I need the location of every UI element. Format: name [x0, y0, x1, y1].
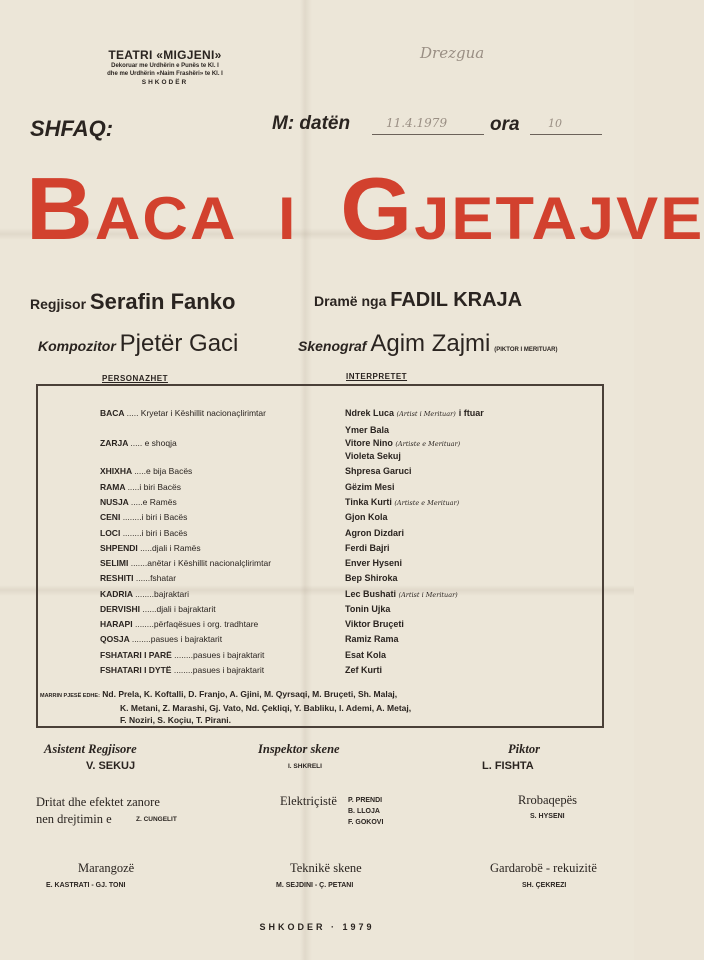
cast-row	[100, 604, 600, 619]
title-initial-b: B	[26, 159, 95, 258]
cast-row	[100, 558, 600, 573]
title-word-3: JETAJVE	[414, 185, 704, 252]
theatre-decoration-2: dhe me Urdhërin «Naim Frashëri» te Kl. I	[107, 71, 223, 77]
actors-header: INTERPRETET	[346, 372, 408, 381]
role-name: HARAPI	[100, 619, 133, 629]
time-label: ora	[490, 114, 520, 135]
actor-name: Ferdi Bajri	[345, 543, 390, 553]
cast-role	[100, 573, 176, 583]
actor-name: Esat Kola	[345, 650, 387, 660]
cast-row	[100, 665, 600, 680]
actor-honor: (Artist i Merituar)	[398, 591, 458, 599]
role-name: ZARJA	[100, 438, 129, 448]
role-description: ......fshatar	[135, 573, 177, 583]
actor-name: Tinka Kurti	[345, 497, 392, 507]
role-description: .....e bija Bacës	[134, 466, 193, 476]
theatre-decoration-1: Dekoruar me Urdhërin e Punës te Kl. I	[111, 63, 219, 69]
role-description: .....e Ramës	[130, 497, 177, 507]
theatre-header	[85, 48, 245, 86]
role-name: NUSJA	[100, 497, 129, 507]
actor-name: Ndrek Luca	[345, 408, 395, 418]
cast-actor	[345, 451, 404, 461]
time-value: 10	[548, 117, 562, 130]
cast-role	[100, 604, 216, 614]
lights-label-2: nen drejtimin e	[36, 812, 112, 826]
cast-actor	[345, 650, 389, 660]
actor-name: Zef Kurti	[345, 665, 382, 675]
costume-name: S. HYSENI	[530, 813, 565, 820]
cast-role	[100, 589, 189, 599]
role-description: .....djali i Ramës	[140, 543, 201, 553]
cast-role	[100, 512, 187, 522]
actor-extra: i ftuar	[458, 408, 484, 418]
extras-block	[40, 688, 595, 726]
role-name: LOCI	[100, 528, 121, 538]
extras-label: MARRIN PJESË EDHE:	[40, 693, 100, 699]
date-line	[372, 134, 484, 135]
cast-actor	[345, 619, 407, 629]
cast-role	[100, 665, 264, 675]
actor-name: Viktor Bruçeti	[345, 619, 404, 629]
role-description: ........i biri i Bacës	[122, 528, 188, 538]
date-label: M: datën	[272, 113, 351, 134]
actor-name: Tonin Ujka	[345, 604, 391, 614]
cast-role	[100, 634, 222, 644]
role-description: ..... e shoqja	[130, 438, 177, 448]
assistant-director-label: Asistent Regjisore	[44, 742, 137, 756]
director-name: Serafin Fanko	[89, 289, 236, 314]
cast-row	[100, 512, 600, 527]
cast-actor	[345, 408, 484, 418]
cast-row	[100, 497, 600, 512]
extras-line-3: F. Noziri, S. Koçiu, T. Pirani.	[120, 715, 231, 725]
lights-label-1: Dritat dhe efektet zanore	[36, 795, 160, 809]
title-word-2: I	[278, 185, 298, 252]
actor-name: Bep Shiroka	[345, 573, 398, 583]
title-word-1: ACA	[94, 185, 236, 252]
actor-honor: (Artiste e Merituar)	[395, 440, 461, 448]
role-name: FSHATARI I DYTË	[100, 665, 172, 675]
role-description: .......anëtar i Këshillit nacionalçlirimtar	[130, 558, 272, 568]
assistant-director-name: V. SEKUJ	[86, 760, 136, 772]
actor-honor: (Artist i Merituar)	[396, 410, 456, 418]
author-label: Dramë nga	[314, 293, 387, 309]
footer-city-year: SHKODER · 1979	[259, 922, 375, 932]
actor-name: Vitore Nino	[345, 438, 393, 448]
cast-role	[100, 543, 201, 553]
role-description: ......djali i bajraktarit	[142, 604, 216, 614]
painter-label: Piktor	[508, 742, 540, 756]
actor-name: Gjon Kola	[345, 512, 388, 522]
actor-name: Agron Dizdari	[345, 528, 405, 538]
cast-row	[100, 650, 600, 665]
characters-header: PERSONAZHET	[102, 374, 168, 383]
cast-row	[100, 589, 600, 604]
cast-actor	[345, 528, 407, 538]
role-name: FSHATARI I PARË	[100, 650, 172, 660]
cast-role	[100, 482, 181, 492]
cast-actor	[345, 589, 461, 599]
director-label: Regjisor	[30, 296, 87, 312]
carpenters-names: E. KASTRATI - GJ. TONI	[46, 882, 126, 889]
role-name: CENI	[100, 512, 121, 522]
cast-actor	[345, 438, 463, 448]
cast-actor	[345, 665, 385, 675]
date-value: 11.4.1979	[386, 116, 448, 130]
cast-actor	[345, 425, 392, 435]
lights-name: Z. CUNGELIT	[136, 816, 177, 823]
author-credit	[314, 289, 522, 312]
play-title	[26, 158, 704, 260]
electrician-3: F. GOKOVI	[348, 819, 384, 826]
cast-role	[100, 438, 177, 448]
wardrobe-name: SH. ÇEKREZI	[522, 882, 567, 889]
electrician-2: B. LLOJA	[348, 808, 380, 815]
theatre-name: TEATRI «MIGJENI»	[108, 48, 222, 62]
cast-row	[100, 573, 600, 588]
cast-role	[100, 497, 177, 507]
stage-tech-label: Teknikë skene	[290, 861, 362, 875]
role-name: SHPENDI	[100, 543, 138, 553]
cast-role	[100, 408, 266, 418]
role-name: RAMA	[100, 482, 126, 492]
role-name: RESHITI	[100, 573, 134, 583]
role-description: ........pasues i bajraktarit	[173, 665, 265, 675]
role-name: KADRIA	[100, 589, 133, 599]
electrician-1: P. PRENDI	[348, 797, 383, 804]
cast-role	[100, 558, 271, 568]
cast-role	[100, 619, 258, 629]
set-designer-credit	[298, 330, 558, 358]
actor-name: Enver Hyseni	[345, 558, 403, 568]
role-description: ..... Kryetar i Këshillit nacionaçlirimtar	[126, 408, 266, 418]
role-name: QOSJA	[100, 634, 130, 644]
actor-name: Violeta Sekuj	[345, 451, 401, 461]
cast-row	[100, 634, 600, 649]
cast-actor	[345, 543, 393, 553]
painter-name: L. FISHTA	[482, 760, 534, 772]
cast-row	[100, 451, 600, 466]
costume-label: Rrobaqepës	[518, 793, 578, 807]
actor-name: Shpresa Garuci	[345, 466, 412, 476]
cast-role	[100, 528, 187, 538]
cast-actor	[345, 482, 398, 492]
role-name: DERVISHI	[100, 604, 140, 614]
cast-row	[100, 466, 600, 481]
inspector-name: I. SHKRELI	[288, 763, 322, 770]
time-line	[530, 134, 602, 135]
set-designer-label: Skenograf	[298, 338, 367, 354]
director-credit	[30, 289, 235, 315]
actor-name: Lec Bushati	[345, 589, 397, 599]
author-name: FADIL KRAJA	[390, 289, 523, 311]
actor-name: Ymer Bala	[345, 425, 390, 435]
cast-row	[100, 408, 600, 423]
role-description: ........pasues i bajraktarit	[131, 634, 223, 644]
cast-row	[100, 543, 600, 558]
role-description: ........pasues i bajraktarit	[174, 650, 265, 660]
role-name: SELIMI	[100, 558, 129, 568]
carpenters-label: Marangozë	[78, 861, 135, 875]
cast-actor	[345, 558, 405, 568]
cast-row	[100, 619, 600, 634]
composer-name: Pjetër Gaci	[119, 330, 239, 357]
cast-row	[100, 528, 600, 543]
handwritten-note: Drezgua	[420, 44, 485, 62]
role-name: BACA	[100, 408, 125, 418]
theatre-city: SHKODËR	[141, 79, 189, 86]
electricians-label: Elektriçistë	[280, 794, 337, 808]
role-description: .....i biri Bacës	[127, 482, 181, 492]
role-name: XHIXHA	[100, 466, 132, 476]
show-label: SHFAQ:	[30, 116, 114, 141]
cast-actor	[345, 512, 391, 522]
role-description: ........i biri i Bacës	[122, 512, 188, 522]
composer-label: Kompozitor	[38, 338, 116, 354]
cast-actor	[345, 573, 401, 583]
inspector-label: Inspektor skene	[258, 742, 340, 756]
title-initial-g: G	[340, 159, 415, 258]
cast-role	[100, 650, 264, 660]
role-description: ........përfaqësues i org. tradhtare	[134, 619, 259, 629]
stage-tech-names: M. SEJDINI - Ç. PETANI	[276, 882, 354, 889]
composer-credit	[38, 330, 238, 358]
actor-name: Gëzim Mesi	[345, 482, 395, 492]
cast-actor	[345, 466, 415, 476]
cast-actor	[345, 497, 462, 507]
extras-line-1: Nd. Prela, K. Koftalli, D. Franjo, A. Gjini, M. Qyrsaqi, M. Bruçeti, Sh. Malaj,	[102, 689, 398, 699]
cast-role	[100, 466, 192, 476]
cast-actor	[345, 634, 402, 644]
wardrobe-label: Gardarobë - rekuizitë	[490, 861, 597, 875]
role-description: ........bajraktari	[135, 589, 189, 599]
cast-row	[100, 482, 600, 497]
actor-honor: (Artiste e Merituar)	[394, 499, 460, 507]
set-designer-note: (PIKTOR I MERITUAR)	[494, 347, 558, 353]
cast-actor	[345, 604, 393, 614]
set-designer-name: Agim Zajmi	[370, 330, 491, 357]
actor-name: Ramiz Rama	[345, 634, 399, 644]
extras-line-2: K. Metani, Z. Marashi, Gj. Vato, Nd. Çekliqi, Y. Babliku, I. Ademi, A. Metaj,	[120, 703, 412, 713]
